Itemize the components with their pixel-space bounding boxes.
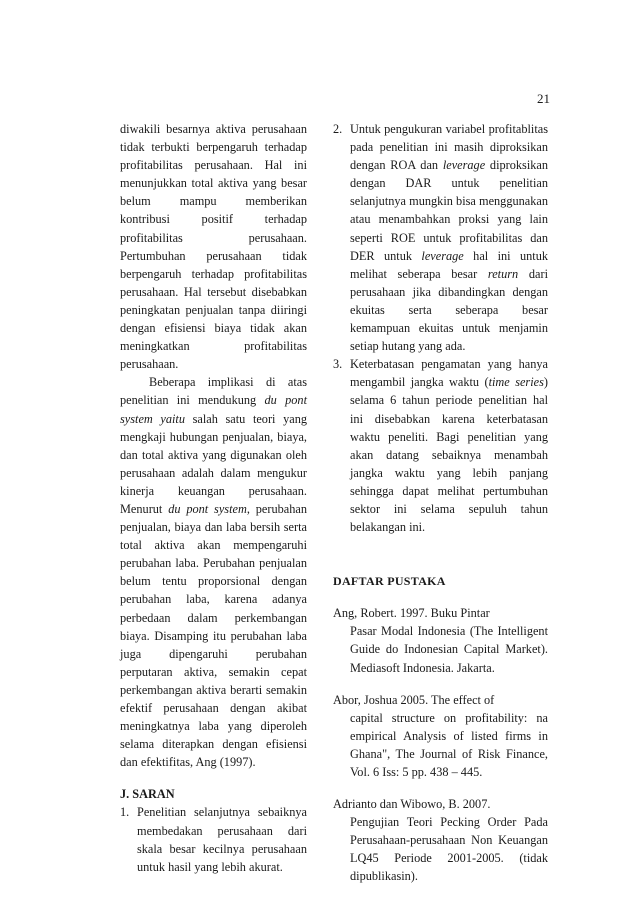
- saran-list: [120, 803, 307, 875]
- italic-term: du pont system: [168, 501, 247, 516]
- section-heading-saran: J. SARAN: [120, 787, 175, 802]
- section-heading-daftar-pustaka: DAFTAR PUSTAKA: [333, 574, 446, 589]
- text-run: hal ini untuk melihat seberapa besar: [350, 248, 548, 281]
- list-number: 2.: [333, 122, 343, 136]
- body-paragraph: [120, 373, 307, 771]
- list-item: [120, 803, 307, 875]
- list-item-text: Penelitian selanjutnya sebaiknya membedakan perusahaan dari skala besar kecilnya perusahaan untuk hasil yang lebih akurat.: [137, 805, 307, 874]
- list-item: [333, 355, 548, 536]
- italic-term: leverage: [442, 158, 486, 173]
- reference-continuation: Pengujian Teori Pecking Order Pada Perusahaan-perusahaan Non Keuangan LQ45 Periode 2001-2005. (tidak dipublikasin).: [350, 815, 548, 884]
- list-number: 3.: [333, 357, 343, 372]
- left-column: [120, 120, 307, 876]
- reference-entry: [333, 604, 548, 676]
- page-number: 21: [537, 91, 550, 106]
- list-number: 1.: [120, 805, 130, 820]
- italic-term: du pont system yaitu: [120, 393, 307, 426]
- text-run: diproksikan dengan DAR untuk penelitian selanjutnya mungkin bisa menggunakan atau menambahkan proksi yang lain seperti ROE untuk profitabilitas dan DER untuk: [350, 158, 548, 263]
- reference-continuation: Pasar Modal Indonesia (The Intelligent Guide do Indonesian Capital Market). Mediasoft Indonesia. Jakarta.: [350, 624, 548, 675]
- text-run: dari perusahaan jika dibandingkan dengan ekuitas serta seberapa besar kemampuan ekuitas untuk menjamin setiap hutang yang ada.: [350, 266, 548, 354]
- italic-term: leverage: [421, 248, 464, 263]
- text-run: salah satu teori yang mengkaji hubungan penjualan, biaya, dan total aktiva yang digunakan oleh perusahaan adalah dalam mengukur kinerja keuangan perusahaan. Menurut: [120, 411, 307, 516]
- saran-list-continued: [333, 120, 548, 536]
- italic-term: return: [487, 266, 519, 281]
- italic-term: time series: [488, 375, 544, 390]
- text-run: Beberapa implikasi di atas penelitian ini mendukung: [120, 375, 307, 408]
- text-run: ) selama 6 tahun periode penelitian hal ini disebabkan karena keterbatasan waktu peneliti. Bagi penelitian yang akan datang sebaiknya menambah jangka waktu yang lebih panjang sehingga dapat melihat pertumbuhan sektor ini selama sepuluh tahun belakangan ini.: [350, 375, 548, 535]
- text-run: , perubahan penjualan, biaya dan laba bersih serta total aktiva akan mempengaruhi perubahan laba. Perubahan penjualan belum tentu proporsional dengan perubahan laba, karena adanya perbedaan dalam perkembangan biaya. Disamping itu perubahan laba juga dipengaruhi perubahan perputaran aktiva, semakin cepat perkembangan aktiva berarti semakin efektif perusahaan dengan akibat meningkatnya laba yang diperoleh selama diterapkan dengan efisiensi dan efektifitas, Ang (1997).: [120, 501, 307, 770]
- reference-first-line: Ang, Robert. 1997. Buku Pintar: [333, 606, 490, 621]
- reference-continuation: capital structure on profitability: na empirical Analysis of listed firms in Ghana", The Journal of Risk Finance, Vol. 6 Iss: 5 pp. 438 – 445.: [350, 710, 548, 779]
- text-run: Untuk pengukuran variabel profitablitas pada penelitian ini masih diproksikan dengan ROA dan: [350, 122, 548, 173]
- right-column: [333, 120, 548, 886]
- body-paragraph: diwakili besarnya aktiva perusahaan tidak terbukti berpengaruh terhadap profitabilitas perusahaan. Hal ini menunjukkan total aktiva yang besar belum mampu memberikan kontribusi positif terhadap profitabilitas perusahaan. Pertumbuhan perusahaan tidak berpengaruh terhadap profitabilitas perusahaan. Hal tersebut disebabkan peningkatan penjualan tanpa diiringi dengan efisiensi biaya tidak akan meningkatkan profitabilitas perusahaan.: [120, 122, 307, 372]
- reference-entry: [333, 691, 548, 781]
- reference-first-line: Adrianto dan Wibowo, B. 2007.: [333, 797, 491, 812]
- reference-entry: [333, 795, 548, 885]
- list-item: [333, 120, 548, 355]
- text-run: Keterbatasan pengamatan yang hanya mengambil jangka waktu (: [350, 357, 548, 390]
- reference-first-line: Abor, Joshua 2005. The effect of: [333, 692, 495, 707]
